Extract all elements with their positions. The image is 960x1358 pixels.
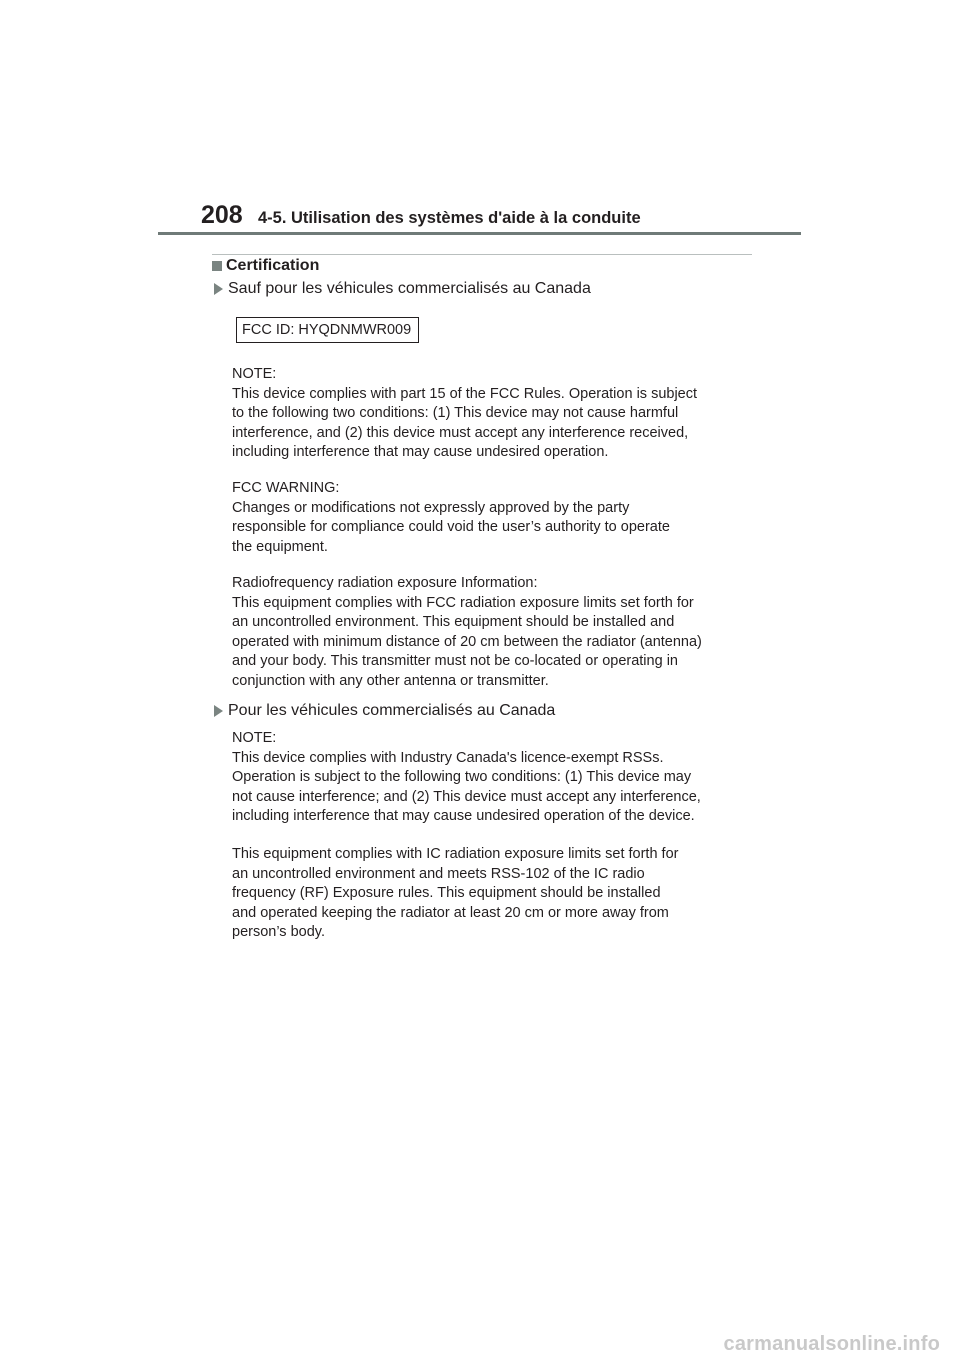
- fcc-warning-title: FCC WARNING:: [232, 480, 340, 496]
- chapter-title: 4-5. Utilisation des systèmes d'aide à la conduite: [258, 209, 641, 227]
- ic-exposure-line: This equipment complies with IC radiation exposure limits set forth for: [232, 846, 679, 862]
- subheading-outside-canada-text: Sauf pour les véhicules commercialisés au Canada: [228, 280, 591, 297]
- radiation-info-line: operated with minimum distance of 20 cm between the radiator (antenna): [232, 633, 702, 650]
- ic-note-line: not cause interference; and (2) This device must accept any interference,: [232, 788, 701, 805]
- radiation-info-title: Radiofrequency radiation exposure Information:: [232, 575, 538, 591]
- fcc-note-line: interference, and (2) this device must accept any interference received,: [232, 424, 689, 441]
- triangle-arrow-icon: [214, 283, 223, 295]
- fcc-note-line: including interference that may cause undesired operation.: [232, 444, 609, 460]
- watermark: carmanualsonline.info: [723, 1333, 940, 1355]
- radiation-info-line: and your body. This transmitter must not be co-located or operating in: [232, 653, 678, 669]
- subheading-canada-text: Pour les véhicules commercialisés au Canada: [228, 702, 556, 719]
- radiation-info-line: This equipment complies with FCC radiation exposure limits set forth for: [232, 594, 694, 611]
- subheading-outside-canada: [212, 279, 591, 299]
- fcc-warning-block: [232, 479, 742, 557]
- ic-exposure-line: person’s body.: [232, 924, 325, 940]
- page-number: 208: [201, 201, 243, 229]
- fcc-warning-line: the equipment.: [232, 538, 328, 555]
- fcc-note-line: to the following two conditions: (1) This device may not cause harmful: [232, 405, 679, 421]
- radiation-info-line: conjunction with any other antenna or transmitter.: [232, 672, 549, 689]
- ic-exposure-block: [232, 845, 742, 943]
- ic-note-block: [232, 729, 742, 827]
- ic-note-line: including interference that may cause undesired operation of the device.: [232, 808, 695, 824]
- ic-exposure-line: and operated keeping the radiator at least 20 cm or more away from: [232, 904, 669, 921]
- ic-exposure-line: an uncontrolled environment and meets RSS-102 of the IC radio: [232, 865, 645, 882]
- fcc-note-block: [232, 365, 742, 463]
- header-rule: [158, 232, 801, 235]
- section-rule: [212, 254, 752, 255]
- triangle-arrow-icon: [214, 705, 223, 717]
- section-heading: [212, 256, 319, 276]
- section-heading-text: Certification: [226, 257, 320, 274]
- square-bullet-icon: [212, 261, 222, 271]
- subheading-canada: [212, 701, 555, 721]
- ic-exposure-line: frequency (RF) Exposure rules. This equipment should be installed: [232, 885, 661, 901]
- ic-note-line: Operation is subject to the following two conditions: (1) This device may: [232, 769, 692, 785]
- fcc-warning-line: responsible for compliance could void the user’s authority to operate: [232, 519, 670, 535]
- fcc-note-title: NOTE:: [232, 366, 277, 382]
- radiation-info-line: an uncontrolled environment. This equipment should be installed and: [232, 614, 675, 630]
- radiation-info-block: [232, 574, 742, 691]
- ic-note-line: This device complies with Industry Canada's licence-exempt RSSs.: [232, 749, 664, 766]
- ic-note-title: NOTE:: [232, 730, 277, 746]
- fcc-warning-line: Changes or modifications not expressly approved by the party: [232, 499, 630, 516]
- fcc-id-box: FCC ID: HYQDNMWR009: [236, 317, 419, 343]
- fcc-note-line: This device complies with part 15 of the FCC Rules. Operation is subject: [232, 385, 698, 402]
